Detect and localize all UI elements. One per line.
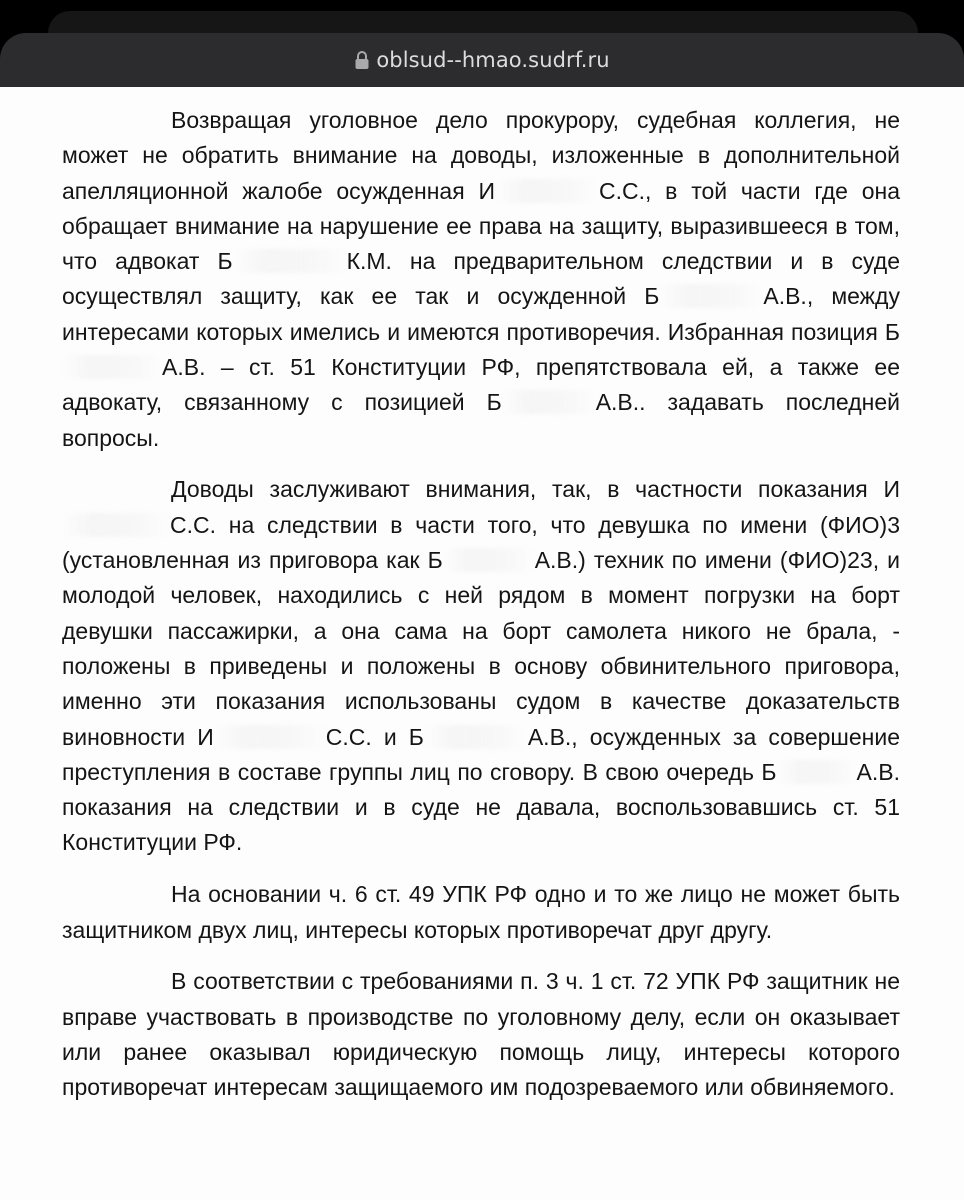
paragraph-4: В соответствии с требованиями п. 3 ч. 1 ст. 72 УПК РФ защитник не вправе участвовать в производстве по уголовному делу, если он оказывает или ранее оказывал юридическую помощь лицу, интересы которого противоречат интересам защищаемого им подозреваемого или обвиняемого. bbox=[62, 968, 900, 1101]
paragraph-2-text-6: А.В. показания на следствии и в суде не давала, воспользовавшись ст. 51 Конституции РФ. bbox=[62, 758, 900, 856]
paragraph-1-text-2: С.С., в той части где она обращает внимание на нарушение ее права на защиту, выразившееся в том, что адвокат Б bbox=[62, 177, 901, 275]
redacted-name bbox=[659, 284, 763, 308]
url-text: oblsud--hmao.sudrf.ru bbox=[376, 48, 610, 72]
paragraph-2-text-3: А.В.) техник по имени (ФИО)23, и молодой человек, находились с ней рядом в момент погрузки на борт девушки пассажирки, а она сама на борт самолета никого не брала, - положены в приведены и положены в основу обвинительного приговора, именно эти показания использованы судом в качестве доказательств виновности И bbox=[62, 547, 900, 750]
paragraph-2-text-5: А.В., осужденных за совершение преступления в составе группы лиц по сговору. В свою очередь Б bbox=[62, 723, 900, 785]
redacted-name bbox=[62, 513, 170, 537]
redacted-name bbox=[424, 725, 528, 749]
paragraph-2 bbox=[62, 472, 900, 860]
paragraph-1-text-1: Возвращая уголовное дело прокурору, судебная коллегия, не может не обратить внимание на доводы, изложенные в дополнительной апелляционной жалобе осужденная И bbox=[62, 107, 900, 204]
paragraph-1-text-5: А.В. – ст. 51 Конституции РФ, препятствовала ей, а также ее адвокату, связанному с позицией Б bbox=[62, 354, 900, 416]
page-content bbox=[0, 87, 964, 1200]
document-body bbox=[62, 103, 900, 1106]
lock-icon bbox=[354, 50, 370, 70]
paragraph-1-text-3: К.М. на предварительном следствии и в суде осуществлял защиту, как ее так и осужденной Б bbox=[62, 248, 901, 310]
browser-toolbar bbox=[0, 33, 964, 87]
paragraph-1-text-4: А.В., между интересами которых имелись и имеются противоречия. Избранная позиция Б bbox=[62, 283, 900, 345]
paragraph-2-text-1: Доводы заслуживают внимания, так, в частности показания И bbox=[171, 476, 900, 503]
redacted-name bbox=[502, 390, 596, 414]
redacted-name bbox=[443, 548, 535, 572]
paragraph-3: На основании ч. 6 ст. 49 УПК РФ одно и то же лицо не может быть защитником двух лиц, интересы которых противоречат друг другу. bbox=[62, 881, 900, 943]
paragraph-1-text-6: А.В.. задавать последней вопросы. bbox=[62, 389, 900, 451]
redacted-name bbox=[62, 355, 162, 379]
address-bar[interactable] bbox=[0, 33, 964, 87]
redacted-name bbox=[233, 249, 347, 273]
paragraph-2-text-4: С.С. и Б bbox=[325, 723, 424, 750]
redacted-name bbox=[495, 179, 599, 203]
redacted-name bbox=[777, 760, 857, 784]
paragraph-1 bbox=[62, 103, 900, 456]
paragraph-2-text-2: С.С. на следствии в части того, что девушка по имени (ФИО)3 (установленная из приговора как Б bbox=[62, 511, 900, 574]
redacted-name bbox=[214, 725, 326, 749]
